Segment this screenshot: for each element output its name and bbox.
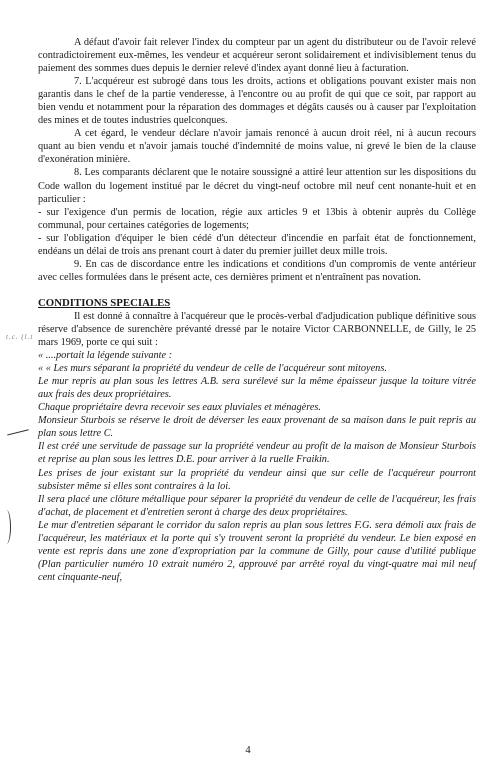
quoted-clause-cloture: Il sera placé une clôture métallique pour séparer la propriété du vendeur de celle de l'acquéreur, les frais d'achat, de placement et d'entretien seront à charge des deux propriétaires. bbox=[38, 493, 476, 518]
page-number: 4 bbox=[245, 745, 251, 756]
document-page bbox=[38, 36, 476, 584]
margin-pen-stroke bbox=[5, 421, 29, 435]
list-item-rental-permit: - sur l'exigence d'un permis de location, régie aux articles 9 et 13bis à obtenir auprès du Collège communal, pour certaines catégories de logements; bbox=[38, 206, 476, 231]
quoted-clause-prises-de-jour: Les prises de jour existant sur la propriété du vendeur ainsi que sur celle de l'acquéreur pourront subsister même si elles sont contraires à la loi. bbox=[38, 467, 476, 492]
margin-annotation: t.c. (l.t bbox=[6, 333, 34, 341]
paragraph-discordance: 9. En cas de discordance entre les indications et conditions d'un compromis de vente antérieur avec celles formulées dans le présent acte, ces dernières priment et n'entraînent pas novation. bbox=[38, 258, 476, 283]
paragraph-meter-reading: A défaut d'avoir fait relever l'index du compteur par un agent du distributeur ou de l'avoir relevé contradictoirement eux-mêmes, les vendeur et acquéreur seront solidairement et indivisiblement tenus du paiement des sommes dues depuis le dernier relevé d'index ayant donné lieu à facturation. bbox=[38, 37, 476, 75]
quoted-clause-eaux: Chaque propriétaire devra recevoir ses eaux pluviales et ménagères. bbox=[38, 402, 321, 414]
quoted-clause-puit: Monsieur Sturbois se réserve le droit de déverser les eaux provenant de sa maison dans le puit repris au plan sous lettre C. bbox=[38, 415, 476, 440]
paragraph-subrogation: 7. L'acquéreur est subrogé dans tous les droits, actions et obligations pouvant exister mais non garantis dans le chef de la partie venderesse, à l'encontre ou au profit de qui que ce soit, par rapport au bien vendu et notamment pour la réparation des dommages et dégâts causés ou à causer par l'exploitation des mines et de toutes industries quelconques. bbox=[38, 76, 476, 127]
section-spacer bbox=[38, 284, 476, 297]
quoted-clause-mur-ab: Le mur repris au plan sous les lettres A.B. sera surélevé sur la même épaisseur jusque la toiture vitrée aux frais des deux propriétaires. bbox=[38, 376, 476, 401]
quote-lead: « ....portait la légende suivante : bbox=[38, 350, 173, 362]
quoted-clause-servitude: Il est créé une servitude de passage sur la propriété vendeur au profit de la maison de Monsieur Sturbois et reprise au plan sous les lettres D.E. pour arriver à la ruelle Fraikin. bbox=[38, 441, 476, 466]
quoted-clause-mitoyens: « « Les murs séparant la propriété du vendeur de celle de l'acquéreur sont mitoyens. bbox=[38, 363, 387, 375]
conditions-intro: Il est donné à connaître à l'acquéreur que le procès-verbal d'adjudication publique définitive sous réserve d'absence de surenchère prévanté dressé par le notaire Victor CARBONNELLE, de Gilly, le 25 mars 1969, porte ce qui suit : bbox=[38, 310, 476, 349]
list-item-fire-detector: - sur l'obligation d'équiper le bien cédé d'un détecteur d'incendie en parfait état de fonctionnement, endéans un délai de trois ans prenant court à dater du premier juillet deux mille trois. bbox=[38, 232, 476, 257]
section-heading: CONDITIONS SPECIALES bbox=[38, 296, 171, 309]
margin-bracket-mark bbox=[2, 510, 11, 544]
quoted-clause-mur-fg: Le mur d'entretien séparant le corridor du salon repris au plan sous lettres F.G. sera démoli aux frais de l'acquéreur, les matériaux et la porte qui s'y trouvent seront la propriété du vendeur. Le bien exposé en vente est repris dans une zone d'expropriation par la commune de Gilly, pour cause d'utilité publique (Plan particulier numéro 10 extrait numéro 2, approuvé par arrêté royal du vingt-quatre mai mil neuf cent cinquante-neuf, bbox=[38, 519, 476, 583]
paragraph-housing-code: 8. Les comparants déclarent que le notaire soussigné a attiré leur attention sur les dispositions du Code wallon du logement institué par le décret du vingt-neuf octobre mil neuf cent nonante-huit et en particulier : bbox=[38, 167, 476, 205]
paragraph-mining-clause: A cet égard, le vendeur déclare n'avoir jamais renoncé à aucun droit réel, ni à aucun recours quant au bien vendu et n'avoir jamais touché d'indemnité de moins value, ni grevé le bien de la clause d'exonération minière. bbox=[38, 128, 476, 166]
